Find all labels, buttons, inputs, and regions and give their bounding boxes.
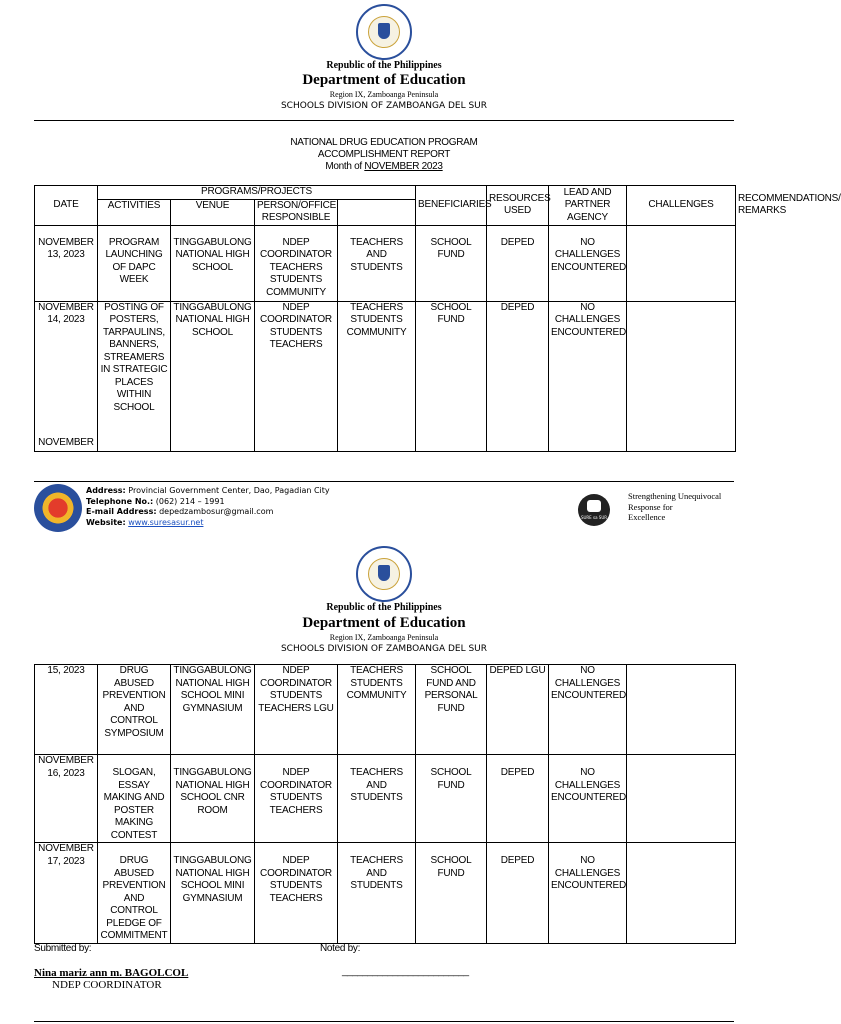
cell-activity: DRUG ABUSED PREVENTION AND CONTROL SYMPOSIUM: [98, 665, 171, 755]
motto-line1: Strengthening Unequivocal: [628, 491, 722, 501]
header-venue: VENUE: [171, 199, 255, 225]
bottom-rule: [34, 1021, 734, 1022]
footer-contact: [86, 486, 406, 528]
cell-date: NOVEMBER 16, 2023: [35, 755, 98, 843]
cell-challenges: NO CHALLENGES ENCOUNTERED: [549, 843, 627, 944]
cell-remarks: [627, 755, 736, 843]
submitted-by-label: Submitted by:: [34, 943, 92, 954]
table-row: [35, 301, 736, 451]
deped-seal-icon-page2: [356, 546, 412, 602]
noted-by-label: Noted by:: [320, 943, 361, 954]
report-title-line1: NATIONAL DRUG EDUCATION PROGRAM: [290, 137, 478, 148]
header-activities: ACTIVITIES: [98, 199, 171, 225]
cell-beneficiaries: TEACHERS STUDENTS COMMUNITY: [338, 665, 416, 755]
cell-challenges: NO CHALLENGES ENCOUNTERED: [549, 755, 627, 843]
sure-badge-icon: [578, 494, 610, 526]
table-row: [35, 843, 736, 944]
footer-rule: [34, 481, 734, 482]
cell-lead: DEPED: [487, 843, 549, 944]
cell-lead: DEPED: [487, 755, 549, 843]
cell-venue: TINGGABULONG NATIONAL HIGH SCHOOL CNR ROOM: [171, 755, 255, 843]
cell-venue: TINGGABULONG NATIONAL HIGH SCHOOL MINI GYMNASIUM: [171, 843, 255, 944]
cell-venue: TINGGABULONG NATIONAL HIGH SCHOOL MINI GYMNASIUM: [171, 665, 255, 755]
address-value: Provincial Government Center, Dao, Pagadian City: [125, 486, 330, 495]
cell-remarks: [627, 843, 736, 944]
cell-resources: SCHOOL FUND: [416, 225, 487, 301]
cell-remarks: [627, 665, 736, 755]
department-title-page2: Department of Education: [302, 615, 466, 631]
report-month: [0, 161, 768, 172]
accomplishment-table: DATE PROGRAMS/PROJECTS BENEFICIARIES RESOURCES USED LEAD AND PARTNER AGENCY CHALLENGES RECOMMENDATIONS/ REMARKS ACTIVITIES VENUE PERSON/OFFICE RESPONSIBLE NOVEMBER 13, 2023 PROGRAM LAUNCHING OF DAPC WEEK TINGGABULONG NATIONAL HIGH SCHOOL NDEP COORDINATOR TEACHERS STUDENTS COMMUNITY TEACHERS AND STUDENTS SCHOOL FUND DEPED NO CHALLENGES ENCOUNTERED NOVEMBER 14, 2023 NOVEMBER POSTING OF POSTERS, TARPAULINS, BANNERS, STREAMERS IN STRATEGIC PLACES WITHIN SCHOOL TINGGABULONG NATIONAL HIGH SCHOOL NDEP COORDINATOR STUDENTS TEACHERS TEACHERS STUDENTS COMMUNITY SCHOOL FUND DEPED NO CHALLENGES ENCOUNTERED: [34, 185, 736, 452]
telephone-label: Telephone No.:: [86, 496, 154, 506]
department-title: Department of Education: [302, 72, 466, 88]
sure-badge-text: SURE sa SUR: [580, 515, 608, 520]
cell-lead: DEPED: [487, 225, 549, 301]
telephone-value: (062) 214 – 1991: [153, 496, 225, 506]
header-lead-partner: LEAD AND PARTNER AGENCY: [549, 186, 627, 226]
cell-person: NDEP COORDINATOR STUDENTS TEACHERS LGU: [255, 665, 338, 755]
header-programs-projects: PROGRAMS/PROJECTS: [98, 186, 416, 200]
header-person: PERSON/OFFICE RESPONSIBLE: [255, 199, 338, 225]
division-logo-icon: [34, 484, 82, 532]
cell-resources: SCHOOL FUND: [416, 301, 487, 451]
header-challenges: CHALLENGES: [627, 186, 736, 226]
cell-venue: TINGGABULONG NATIONAL HIGH SCHOOL: [171, 301, 255, 451]
table-row: [35, 755, 736, 843]
footer-motto: [628, 491, 721, 523]
cell-challenges: NO CHALLENGES ENCOUNTERED: [549, 225, 627, 301]
cell-date-text: NOVEMBER 14, 2023: [38, 301, 94, 325]
signatory-title: NDEP COORDINATOR: [52, 979, 162, 991]
motto-line2: Response for: [628, 501, 673, 512]
cell-venue: TINGGABULONG NATIONAL HIGH SCHOOL: [171, 225, 255, 301]
table-row: [35, 225, 736, 301]
cell-remarks: [627, 301, 736, 451]
email-label: E-mail Address:: [86, 507, 157, 516]
cell-beneficiaries: TEACHERS AND STUDENTS: [338, 843, 416, 944]
footer-email: [86, 507, 406, 518]
cell-resources: SCHOOL FUND: [416, 843, 487, 944]
footer-address: [86, 486, 406, 497]
cell-lead: DEPED LGU: [487, 665, 549, 755]
cell-beneficiaries: TEACHERS AND STUDENTS: [338, 225, 416, 301]
accomplishment-table-continued: [34, 664, 736, 944]
month-prefix: Month of: [325, 161, 365, 172]
division-line-page2: SCHOOLS DIVISION OF ZAMBOANGA DEL SUR: [280, 644, 488, 654]
cell-resources: SCHOOL FUND AND PERSONAL FUND: [416, 665, 487, 755]
cell-activity: PROGRAM LAUNCHING OF DAPC WEEK: [98, 225, 171, 301]
address-label: Address:: [86, 486, 126, 495]
cell-beneficiaries: TEACHERS AND STUDENTS: [338, 755, 416, 843]
cell-date: 15, 2023: [35, 665, 98, 755]
cell-date: NOVEMBER 13, 2023: [35, 225, 98, 301]
cell-date: NOVEMBER 17, 2023: [35, 843, 98, 944]
cell-activity: SLOGAN, ESSAY MAKING AND POSTER MAKING CONTEST: [98, 755, 171, 843]
header-date: DATE: [35, 186, 98, 226]
header-rule: [34, 120, 734, 121]
month-value: NOVEMBER 2023: [364, 161, 443, 172]
motto-line3: Excellence: [628, 512, 666, 522]
cell-challenges: NO CHALLENGES ENCOUNTERED: [549, 301, 627, 451]
cell-remarks: [627, 225, 736, 301]
region-line-page2: Region IX, Zamboanga Peninsula: [329, 633, 439, 642]
header-beneficiaries: BENEFICIARIES: [416, 186, 487, 226]
cell-date: [35, 301, 98, 451]
cell-person: NDEP COORDINATOR STUDENTS TEACHERS: [255, 755, 338, 843]
cell-activity: DRUG ABUSED PREVENTION AND CONTROL PLEDGE OF COMMITMENT: [98, 843, 171, 944]
cell-person: NDEP COORDINATOR STUDENTS TEACHERS: [255, 843, 338, 944]
deped-seal-icon: [356, 4, 412, 60]
footer-telephone: [86, 497, 406, 508]
cell-person: NDEP COORDINATOR STUDENTS TEACHERS: [255, 301, 338, 451]
website-label: Website:: [86, 517, 126, 527]
report-title-line2: ACCOMPLISHMENT REPORT: [317, 149, 451, 160]
footer-website: [86, 518, 406, 529]
cell-lead: DEPED: [487, 301, 549, 451]
continued-date: NOVEMBER: [38, 437, 94, 448]
website-link[interactable]: www.suresasur.net: [128, 517, 204, 527]
table-row: [35, 665, 736, 755]
cell-person: NDEP COORDINATOR TEACHERS STUDENTS COMMUNITY: [255, 225, 338, 301]
cell-beneficiaries: TEACHERS STUDENTS COMMUNITY: [338, 301, 416, 451]
noted-by-signature-line: _________________________: [342, 966, 469, 977]
republic-line-page2: Republic of the Philippines: [326, 602, 442, 613]
region-line: Region IX, Zamboanga Peninsula: [329, 90, 439, 99]
signatory-name: Nina mariz ann m. BAGOLCOL: [34, 967, 189, 979]
cell-resources: SCHOOL FUND: [416, 755, 487, 843]
cell-activity: POSTING OF POSTERS, TARPAULINS, BANNERS, STREAMERS IN STRATEGIC PLACES WITHIN SCHOOL: [98, 301, 171, 451]
cell-challenges: NO CHALLENGES ENCOUNTERED: [549, 665, 627, 755]
division-line: SCHOOLS DIVISION OF ZAMBOANGA DEL SUR: [280, 101, 488, 111]
republic-line: Republic of the Philippines: [326, 60, 442, 71]
header-resources: RESOURCES USED: [487, 186, 549, 226]
email-value: depedzambosur@gmail.com: [156, 507, 274, 516]
